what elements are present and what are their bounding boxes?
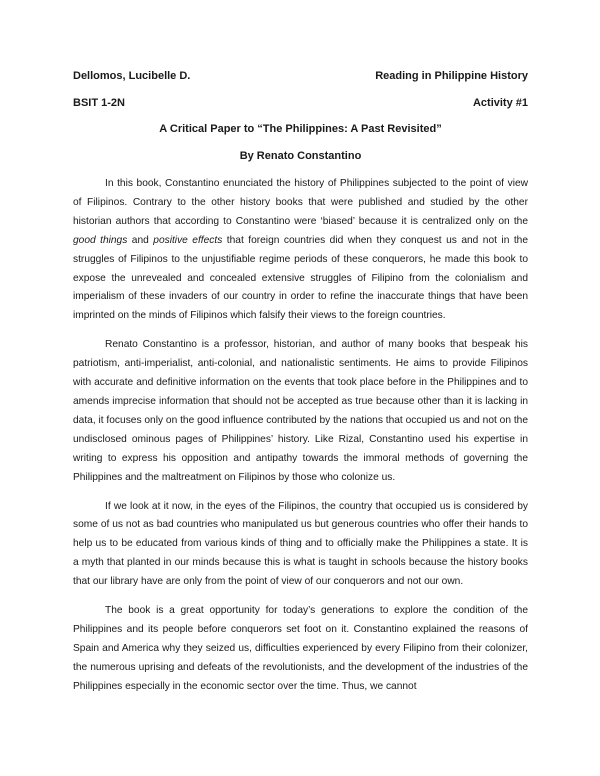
- body-text: [73, 175, 528, 697]
- paragraph-4: The book is a great opportunity for today’s generations to explore the condition of the Philippines and its people before conquerors set foot on it. Constantino explained the reasons of Spain and America why they seized us, difficulties experienced by every Filipino from their colonizer, the numerous uprising and defeats of the revolutionists, and the development of the industries of the Philippines especially in the economic sector over the time. Thus, we cannot: [73, 605, 528, 692]
- paper-byline: By Renato Constantino: [239, 150, 362, 162]
- paragraph-1-part-a: In this book, Constantino enunciated the history of Philippines subjected to the point of view of Filipinos. Contrary to the other history books that were published and studied by the other historian authors that according to Constantino were ‘biased’ because it is centralized only on the: [73, 178, 528, 227]
- paragraph-1-part-b: and: [127, 234, 154, 246]
- activity-label: Activity #1: [472, 97, 528, 109]
- section-label: BSIT 1-2N: [73, 97, 125, 109]
- course-name: Reading in Philippine History: [375, 70, 528, 82]
- paragraph-3: If we look at it now, in the eyes of the Filipinos, the country that occupied us is considered by some of us not as bad countries who manipulated us but generous countries who offer their hands to help us to be educated from various kinds of thing and to officially make the Philippines a state. It is a myth that planted in our minds because this is what is taught in schools because the history books that our library have are only from the point of view of our conquerors and not our own.: [73, 500, 528, 588]
- paragraph-2: Renato Constantino is a professor, historian, and author of many books that bespeak his patriotism, anti-imperialist, anti-colonial, and nationalistic sentiments. He aims to provide Filipinos with accurate and definitive information on the events that took place before in the Philippines and to amends imprecise information that should not be accepted as true because other than it is lacking in data, it focuses only on the good influence contributed by the nations that occupied us and not on the undisclosed ominous pages of Philippines’ history. Like Rizal, Constantino used his expertise in writing to express his opposition and antipathy towards the immoral methods of governing the Philippines and the maltreatment on Filipinos by those who colonize us.: [73, 339, 528, 483]
- author-name: Dellomos, Lucibelle D.: [73, 70, 191, 82]
- emphasis-good-things: good things: [73, 234, 128, 246]
- header-row-1: [73, 70, 528, 82]
- paragraph-1-part-c: that foreign countries did when they conquest us and not in the struggles of Filipinos to the unjustifiable regime periods of these conquerors, he made this book to expose the unrevealed and concealed extensive struggles of Filipino from the colonialism and imperialism of these invaders of our country in order to refine the inaccurate things that have been imprinted on the minds of Filipinos which falsify their views to the foreign countries.: [73, 234, 528, 322]
- emphasis-positive-effects: positive effects: [153, 234, 223, 246]
- paper-title: A Critical Paper to “The Philippines: A Past Revisited”: [159, 123, 442, 135]
- header-row-2: [73, 97, 528, 109]
- paragraph-1: [73, 175, 528, 326]
